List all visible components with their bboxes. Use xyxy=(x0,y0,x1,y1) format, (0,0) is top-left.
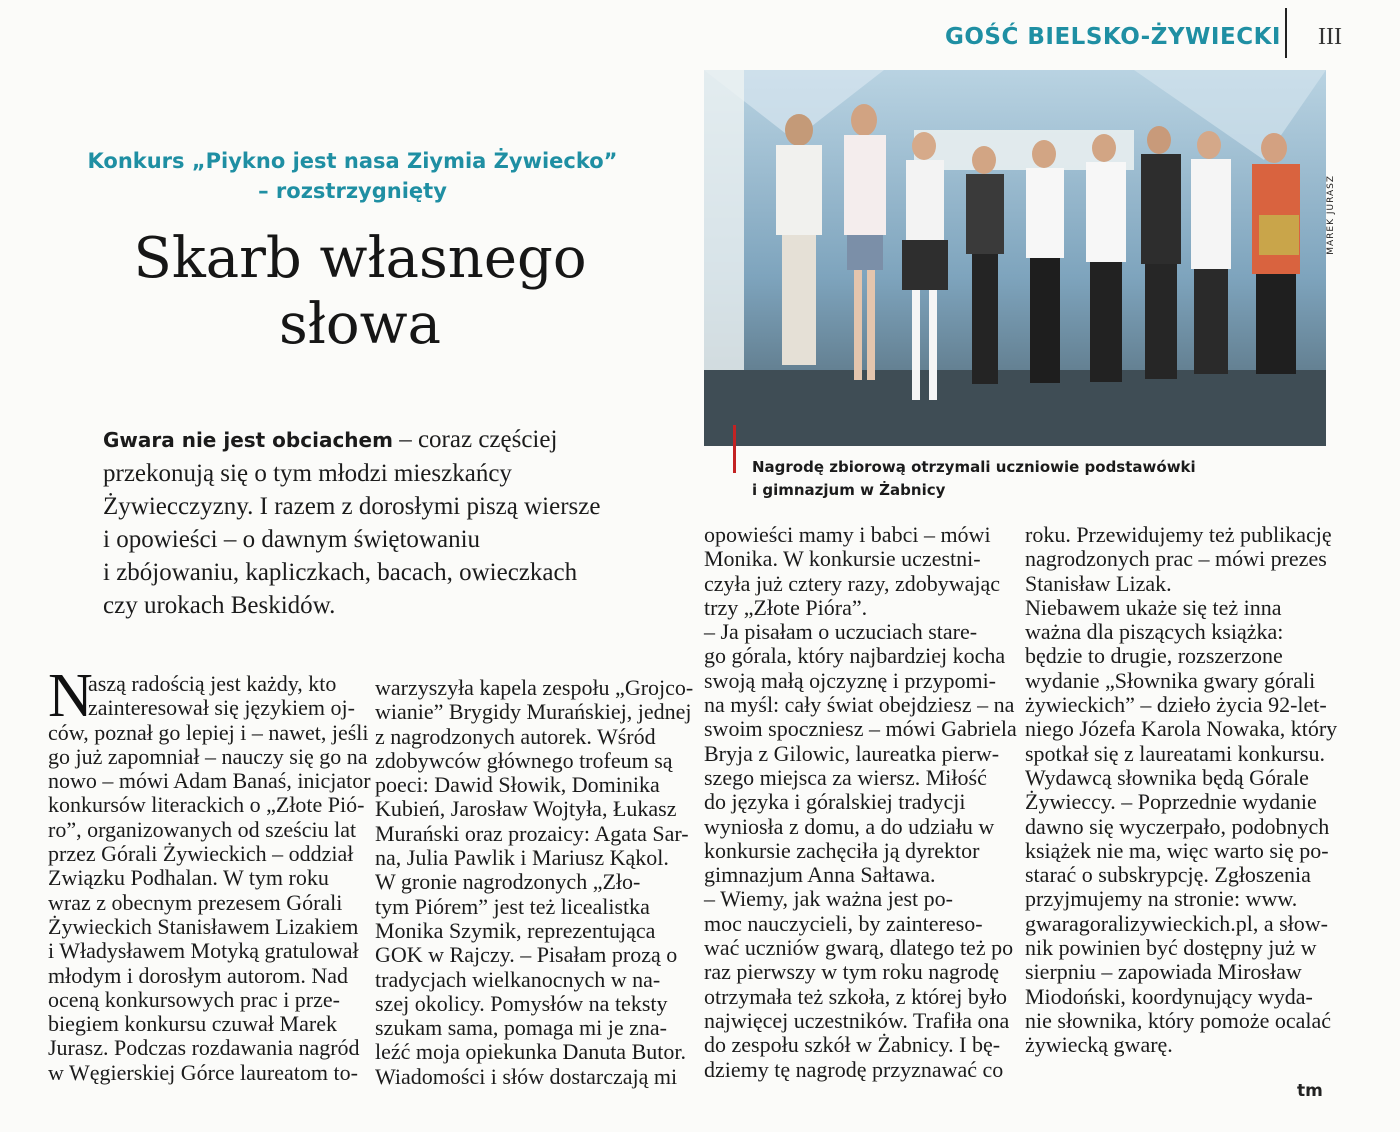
headline-line: Skarb własnego xyxy=(133,226,587,291)
column-line: wydanie „Słownika gwary górali xyxy=(1025,667,1316,693)
column-line: do języka i góralskiej tradycji xyxy=(704,789,966,815)
column-line: zdobywców głównego trofeum są xyxy=(375,747,673,773)
column-line: Monika Szymik, reprezentująca xyxy=(375,917,656,943)
column-line: Niebawem ukaże się też inna xyxy=(1025,594,1282,620)
column-line: nik powinien być dostępny już w xyxy=(1025,935,1317,961)
photo-caption xyxy=(752,456,1312,502)
dropcap: N xyxy=(48,662,93,730)
column-line: leźć moja opiekunka Danuta Butor. xyxy=(375,1039,686,1065)
column-line: raz pierwszy w tym roku nagrodę xyxy=(704,959,1000,985)
column-line: ro”, organizowanych od sześciu lat xyxy=(48,816,357,842)
column-line: przyjmujemy na stronie: www. xyxy=(1025,886,1298,912)
lead-line: i zbójowaniu, kapliczkach, bacach, owieczkach xyxy=(103,559,578,586)
column-line: poeci: Dawid Słowik, Dominika xyxy=(375,772,660,798)
column-line: Kubień, Jarosław Wojtyła, Łukasz xyxy=(375,796,677,822)
column-line: Związku Podhalan. W tym roku xyxy=(48,865,329,891)
column-line: przez Górali Żywieckich – oddział xyxy=(48,841,354,867)
column-line: aszą radością jest każdy, kto xyxy=(88,671,337,696)
column-line: szukam sama, pomaga mi je zna- xyxy=(375,1015,668,1041)
column-line: szej okolicy. Pomysłów na teksty xyxy=(375,990,668,1016)
kicker-line: – rozstrzygnięty xyxy=(258,179,447,203)
column-line: konkursie zachęciła ją dyrektor xyxy=(704,837,980,863)
page-number: III xyxy=(1318,24,1342,50)
column-line: Miodoński, koordynujący wyda- xyxy=(1025,983,1313,1009)
column-line: moc nauczycieli, by zainteresо- xyxy=(704,910,983,936)
column-line: swoją małą ojczyznę i przypomi- xyxy=(704,667,997,693)
column-line: Jurasz. Podczas rozdawania nagród xyxy=(48,1035,360,1061)
column-line: książek nie ma, więc warto się po- xyxy=(1025,837,1329,863)
column-line: GOK w Rajczy. – Pisałam prozą o xyxy=(375,942,678,968)
caption-line: Nagrodę zbiorową otrzymali uczniowie podstawówki xyxy=(752,458,1196,476)
text-column-3 xyxy=(704,522,1017,1082)
column-line: dziemy tę nagrodę przyznawać co xyxy=(704,1056,1004,1082)
column-line: Bryja z Gilowic, laureatka pierw- xyxy=(704,740,1000,766)
text-column-2 xyxy=(375,675,694,1089)
kicker-line: Konkurs „Piykno jest nasa Ziymia Żywiecko” xyxy=(87,149,618,173)
lead-bold: Gwara nie jest obciachem xyxy=(103,428,393,452)
column-line: starać o subskrypcję. Zgłoszenia xyxy=(1025,862,1311,888)
column-line: otrzymała też szkoła, z której było xyxy=(704,983,1007,1009)
column-line: Monika. W konkursie uczestni- xyxy=(704,546,981,572)
column-line: z nagrodzonych autorek. Wśród xyxy=(375,723,656,749)
column-line: spotkał się z laureatami konkursu. xyxy=(1025,740,1325,766)
article-kicker xyxy=(45,146,660,206)
column-line: gwaragoralizywieckich.pl, a słow- xyxy=(1025,910,1328,936)
article-headline xyxy=(60,226,660,358)
caption-marker xyxy=(733,425,736,473)
column-line: ców, poznał go lepiej i – nawet, jeśli xyxy=(48,719,369,745)
column-line: w Węgierskiej Górce laureatom to- xyxy=(48,1059,358,1085)
column-line: gimnazjum Anna Sałtawa. xyxy=(704,862,936,888)
header-divider xyxy=(1285,8,1287,58)
column-line: – Wiemy, jak ważna jest po- xyxy=(704,886,953,912)
column-line: Wydawcą słownika będą Górale xyxy=(1025,764,1309,790)
column-line: trzy „Złote Pióra”. xyxy=(704,594,868,620)
column-line: warzyszyła kapela zespołu „Grojco- xyxy=(375,675,694,700)
column-line: tradycjach wielkanocnych w na- xyxy=(375,966,661,992)
column-line: żywieckich” – dzieło życia 92-let- xyxy=(1025,692,1327,718)
column-line: wianie” Brygidy Murańskiej, jednej xyxy=(375,699,692,725)
column-line: wyniosła z domu, a do udziału w xyxy=(704,813,995,839)
column-line: W gronie nagrodzonych „Zło- xyxy=(375,869,641,895)
column-line: go górala, który najbardziej kocha xyxy=(704,643,1006,669)
column-line: nagrodzonych prac – mówi prezes xyxy=(1025,546,1327,572)
column-line: na, Julia Pawlik i Mariusz Kąkol. xyxy=(375,845,669,871)
headline-line: słowa xyxy=(279,292,441,357)
lead-line: i opowieści – o dawnym świętowaniu xyxy=(103,526,481,553)
column-line: zainteresował się językiem oj- xyxy=(88,695,355,721)
column-line: nowo – mówi Adam Banaś, inicjator xyxy=(48,768,371,794)
column-line: wać uczniów gwarą, dlatego też po xyxy=(704,935,1014,961)
lead-text: – coraz częściej xyxy=(392,426,558,453)
column-line: Wiadomości i słów dostarczają mi xyxy=(375,1063,678,1089)
column-line: Żywieckich Stanisławem Lizakiem xyxy=(48,913,359,939)
column-line: – Ja pisałam o uczuciach stare- xyxy=(704,619,978,645)
column-line: i Władysławem Motyką gratulował xyxy=(48,938,359,964)
text-column-4 xyxy=(1025,522,1338,1058)
column-line: Stanisław Lizak. xyxy=(1025,570,1172,596)
photo-illustration xyxy=(704,70,1326,446)
column-line: szego miejsca za wiersz. Miłość xyxy=(704,764,987,790)
lead-line: przekonują się o tym młodzi mieszkańcy xyxy=(103,460,512,487)
author-signature: tm xyxy=(1297,1081,1323,1101)
lead-line xyxy=(103,423,663,457)
column-line: tym Piórem” jest też licealistka xyxy=(375,893,650,919)
column-line: go już zapomniał – nauczy się go na xyxy=(48,743,368,769)
column-line: konkursów literackich o „Złote Pió- xyxy=(48,792,365,818)
article-lead xyxy=(103,423,663,622)
column-line: młodym i dorosłym autorom. Nad xyxy=(48,962,349,988)
column-line: Murański oraz prozaicy: Agata Sar- xyxy=(375,820,689,846)
column-line: roku. Przewidujemy też publikację xyxy=(1025,522,1332,547)
caption-line: i gimnazjum w Żabnicy xyxy=(752,481,946,499)
column-line: Żywieccy. – Poprzednie wydanie xyxy=(1025,789,1317,815)
column-line: do zespołu szkół w Żabnicy. I bę- xyxy=(704,1032,1001,1058)
column-line: czyła już cztery razy, zdobywając xyxy=(704,570,1001,596)
column-line: na myśl: cały świat obejdziesz – na xyxy=(704,692,1015,718)
lead-line: czy urokach Beskidów. xyxy=(103,592,336,619)
header-section-title: GOŚĆ BIELSKO-ŻYWIECKI xyxy=(945,24,1281,50)
column-line: wraz z obecnym prezesem Górali xyxy=(48,889,343,915)
column-line: biegiem konkursu czuwał Marek xyxy=(48,1011,337,1037)
column-line: najwięcej uczestników. Trafiła ona xyxy=(704,1007,1010,1033)
column-line: żywiecką gwarę. xyxy=(1025,1032,1173,1058)
lead-line: Żywiecczyzny. I razem z dorosłymi piszą wiersze xyxy=(103,493,601,520)
column-line: sierpniu – zapowiada Mirosław xyxy=(1025,959,1302,985)
text-column-1 xyxy=(48,671,371,1085)
column-line: opowieści mamy i babci – mówi xyxy=(704,522,991,547)
article-photo xyxy=(704,70,1326,446)
column-line: nie słownika, który pomoże ocalać xyxy=(1025,1007,1332,1033)
column-line: oceną konkursowych prac i prze- xyxy=(48,986,340,1012)
column-line: będzie to drugie, rozszerzone xyxy=(1025,643,1283,669)
column-line: swoim spoczniesz – mówi Gabriela xyxy=(704,716,1017,742)
column-line: dawno się wyczerpało, podobnych xyxy=(1025,813,1330,839)
photo-credit: MAREK JURASZ xyxy=(1326,175,1336,255)
column-line: ważna dla piszących książka: xyxy=(1025,619,1284,645)
column-line: niego Józefa Karola Nowaka, który xyxy=(1025,716,1338,742)
